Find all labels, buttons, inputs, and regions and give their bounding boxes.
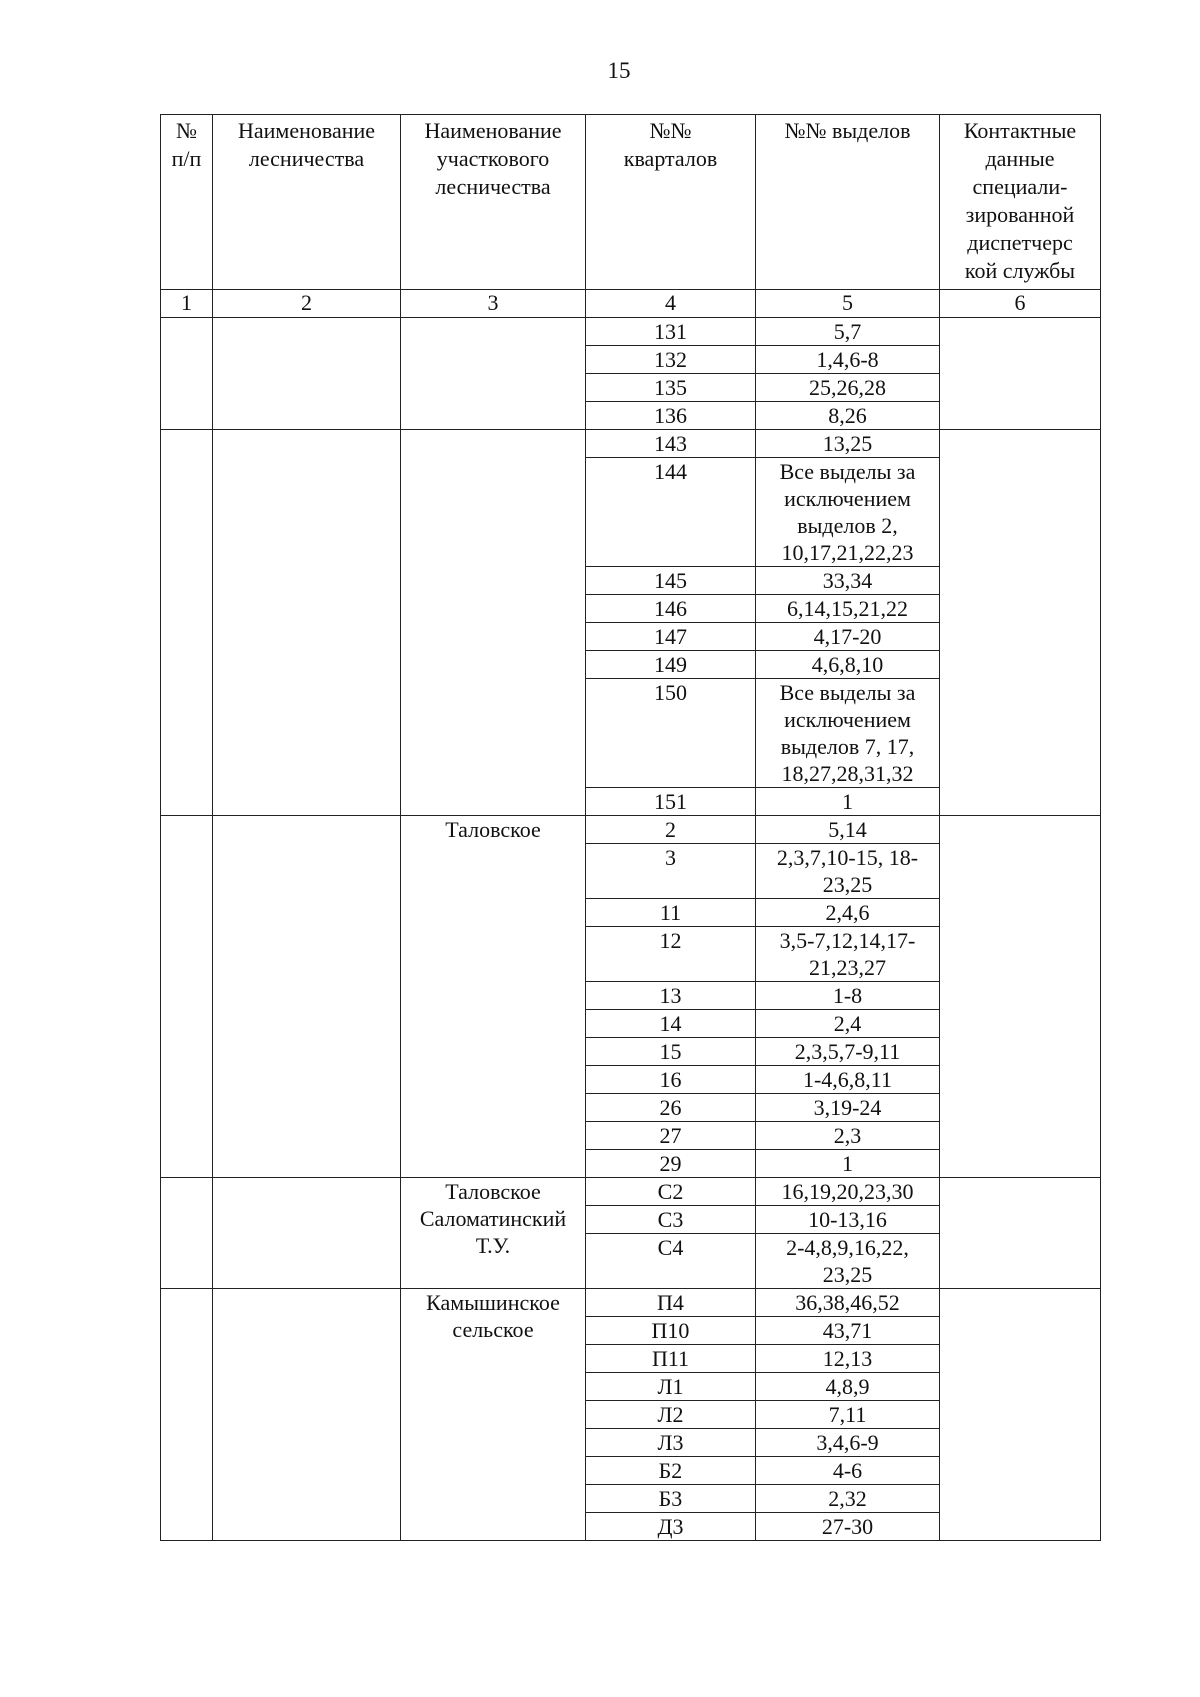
vydely-cell: 5,14 — [756, 816, 940, 844]
column-number-cell: 1 — [161, 290, 213, 318]
forest-registry-table — [160, 114, 1101, 1541]
column-number-cell: 4 — [586, 290, 756, 318]
row-number-cell — [161, 1178, 213, 1289]
kvartal-cell: 132 — [586, 346, 756, 374]
vydely-cell: 3,19-24 — [756, 1094, 940, 1122]
column-number-cell: 6 — [940, 290, 1101, 318]
contacts-cell — [940, 318, 1101, 430]
kvartal-cell: 15 — [586, 1038, 756, 1066]
district-forestry-cell — [401, 318, 586, 430]
kvartal-cell: 2 — [586, 816, 756, 844]
vydely-cell: 2,4 — [756, 1010, 940, 1038]
row-number-cell — [161, 816, 213, 1178]
vydely-cell: 12,13 — [756, 1345, 940, 1373]
vydely-cell: 2,32 — [756, 1485, 940, 1513]
vydely-cell: 1 — [756, 1150, 940, 1178]
vydely-cell: 4,6,8,10 — [756, 651, 940, 679]
table-row — [161, 430, 1101, 458]
district-forestry-cell — [401, 430, 586, 816]
district-forestry-cell: Таловское — [401, 816, 586, 1178]
vydely-cell: Все выделы за исключением выделов 7, 17, 18,27,28,31,32 — [756, 679, 940, 788]
vydely-cell: 4-6 — [756, 1457, 940, 1485]
table-header-row — [161, 115, 1101, 290]
vydely-cell: 27-30 — [756, 1513, 940, 1541]
kvartal-cell: Б2 — [586, 1457, 756, 1485]
vydely-cell: 4,17-20 — [756, 623, 940, 651]
vydely-cell: 36,38,46,52 — [756, 1289, 940, 1317]
contacts-cell — [940, 816, 1101, 1178]
vydely-cell: 10-13,16 — [756, 1206, 940, 1234]
forestry-cell — [213, 430, 401, 816]
kvartal-cell: 12 — [586, 927, 756, 982]
kvartal-cell: 145 — [586, 567, 756, 595]
vydely-cell: 7,11 — [756, 1401, 940, 1429]
header-cell-number: № п/п — [161, 115, 213, 290]
kvartal-cell: 29 — [586, 1150, 756, 1178]
vydely-cell: Все выделы за исключением выделов 2, 10,17,21,22,23 — [756, 458, 940, 567]
kvartal-cell: С3 — [586, 1206, 756, 1234]
vydely-cell: 5,7 — [756, 318, 940, 346]
forestry-cell — [213, 318, 401, 430]
forestry-cell — [213, 1178, 401, 1289]
vydely-cell: 3,5-7,12,14,17- 21,23,27 — [756, 927, 940, 982]
header-cell-forestry: Наименование лесничества — [213, 115, 401, 290]
kvartal-cell: Л2 — [586, 1401, 756, 1429]
kvartal-cell: Л1 — [586, 1373, 756, 1401]
vydely-cell: 2,3 — [756, 1122, 940, 1150]
vydely-cell: 1-8 — [756, 982, 940, 1010]
kvartal-cell: 144 — [586, 458, 756, 567]
header-cell-vydels: №№ выделов — [756, 115, 940, 290]
district-forestry-cell: Камышинское сельское — [401, 1289, 586, 1541]
column-number-cell: 2 — [213, 290, 401, 318]
vydely-cell: 1 — [756, 788, 940, 816]
header-cell-district-forestry: Наименование участкового лесничества — [401, 115, 586, 290]
kvartal-cell: С4 — [586, 1234, 756, 1289]
kvartal-cell: 26 — [586, 1094, 756, 1122]
kvartal-cell: 11 — [586, 899, 756, 927]
kvartal-cell: 135 — [586, 374, 756, 402]
kvartal-cell: С2 — [586, 1178, 756, 1206]
contacts-cell — [940, 1178, 1101, 1289]
contacts-cell — [940, 1289, 1101, 1541]
table-row — [161, 1289, 1101, 1317]
kvartal-cell: П4 — [586, 1289, 756, 1317]
kvartal-cell: 3 — [586, 844, 756, 899]
forestry-cell — [213, 1289, 401, 1541]
kvartal-cell: 13 — [586, 982, 756, 1010]
kvartal-cell: П11 — [586, 1345, 756, 1373]
header-cell-kvartals: №№ кварталов — [586, 115, 756, 290]
vydely-cell: 2,4,6 — [756, 899, 940, 927]
kvartal-cell: 136 — [586, 402, 756, 430]
row-number-cell — [161, 318, 213, 430]
column-number-cell: 5 — [756, 290, 940, 318]
vydely-cell: 33,34 — [756, 567, 940, 595]
vydely-cell: 2,3,7,10-15, 18- 23,25 — [756, 844, 940, 899]
forestry-cell — [213, 816, 401, 1178]
kvartal-cell: 27 — [586, 1122, 756, 1150]
kvartal-cell: 14 — [586, 1010, 756, 1038]
column-number-cell: 3 — [401, 290, 586, 318]
vydely-cell: 16,19,20,23,30 — [756, 1178, 940, 1206]
kvartal-cell: Д3 — [586, 1513, 756, 1541]
kvartal-cell: П10 — [586, 1317, 756, 1345]
vydely-cell: 1-4,6,8,11 — [756, 1066, 940, 1094]
row-number-cell — [161, 430, 213, 816]
vydely-cell: 6,14,15,21,22 — [756, 595, 940, 623]
kvartal-cell: 131 — [586, 318, 756, 346]
kvartal-cell: 149 — [586, 651, 756, 679]
kvartal-cell: 147 — [586, 623, 756, 651]
kvartal-cell: Б3 — [586, 1485, 756, 1513]
vydely-cell: 25,26,28 — [756, 374, 940, 402]
district-forestry-cell: Таловское Саломатинский Т.У. — [401, 1178, 586, 1289]
table-row — [161, 1178, 1101, 1206]
page-number: 15 — [607, 58, 631, 83]
vydely-cell: 3,4,6-9 — [756, 1429, 940, 1457]
kvartal-cell: 16 — [586, 1066, 756, 1094]
kvartal-cell: 143 — [586, 430, 756, 458]
vydely-cell: 2-4,8,9,16,22, 23,25 — [756, 1234, 940, 1289]
kvartal-cell: Л3 — [586, 1429, 756, 1457]
vydely-cell: 43,71 — [756, 1317, 940, 1345]
kvartal-cell: 150 — [586, 679, 756, 788]
header-cell-contacts: Контактные данные специали- зированной диспетчерс кой службы — [940, 115, 1101, 290]
vydely-cell: 13,25 — [756, 430, 940, 458]
vydely-cell: 2,3,5,7-9,11 — [756, 1038, 940, 1066]
row-number-cell — [161, 1289, 213, 1541]
vydely-cell: 4,8,9 — [756, 1373, 940, 1401]
column-numbers-row — [161, 290, 1101, 318]
table-row — [161, 816, 1101, 844]
contacts-cell — [940, 430, 1101, 816]
kvartal-cell: 151 — [586, 788, 756, 816]
table-row — [161, 318, 1101, 346]
kvartal-cell: 146 — [586, 595, 756, 623]
vydely-cell: 1,4,6-8 — [756, 346, 940, 374]
vydely-cell: 8,26 — [756, 402, 940, 430]
